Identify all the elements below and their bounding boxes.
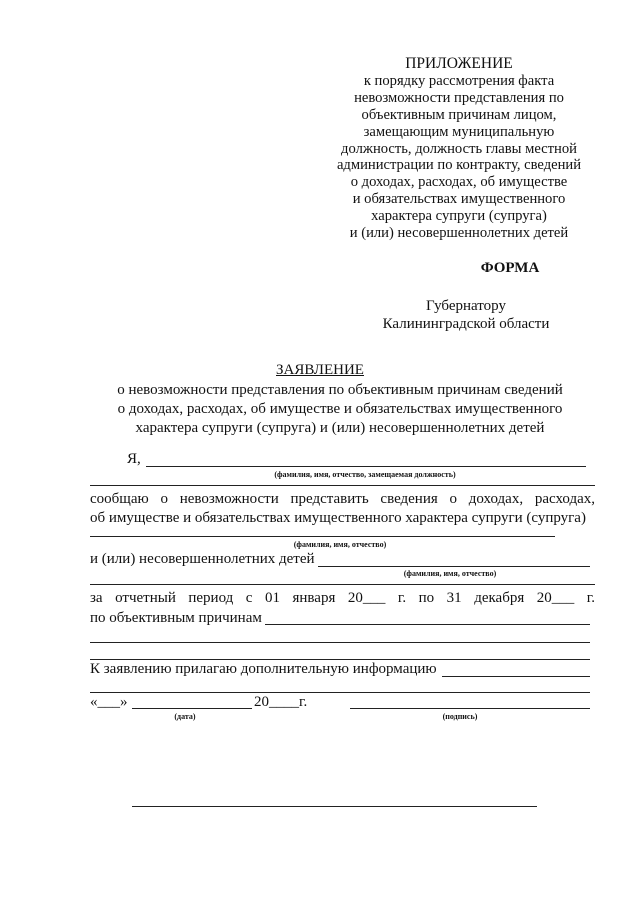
period-line: за отчетный период с 01 января 20___ г. по 31 декабря 20___ г. bbox=[90, 590, 595, 606]
form-label: ФОРМА bbox=[480, 260, 540, 276]
appendix-title: ПРИЛОЖЕНИЕ bbox=[405, 55, 513, 72]
ya-label: Я, bbox=[127, 451, 141, 467]
attach-field[interactable] bbox=[442, 676, 590, 677]
reasons-field-3[interactable] bbox=[90, 659, 590, 660]
date-day: «___» bbox=[90, 694, 128, 710]
appendix-line: характера супруги (супруга) bbox=[371, 208, 547, 225]
appendix-line: и (или) несовершеннолетних детей bbox=[349, 225, 569, 242]
addressee-line: Губернатору bbox=[426, 298, 506, 314]
appendix-line: должность, должность главы местной bbox=[341, 140, 577, 157]
date-month-field[interactable] bbox=[132, 708, 252, 709]
statement-title: ЗАЯВЛЕНИЕ bbox=[276, 362, 364, 378]
name-position-field[interactable] bbox=[146, 466, 586, 467]
appendix-header bbox=[318, 56, 600, 242]
reasons-field[interactable] bbox=[265, 624, 590, 625]
name-position-hint: (фамилия, имя, отчество, замещаемая должность) bbox=[274, 470, 456, 479]
appendix-line: объективным причинам лицом, bbox=[361, 106, 557, 123]
date-year: 20____г. bbox=[254, 694, 308, 710]
date-hint: (дата) bbox=[174, 712, 196, 721]
appendix-line: невозможности представления по bbox=[354, 89, 564, 106]
subject-line: о невозможности представления по объективным причинам сведений bbox=[117, 382, 563, 398]
subject-line: характера супруги (супруга) и (или) несовершеннолетних детей bbox=[135, 420, 545, 436]
addressee-line: Калининградской области bbox=[382, 316, 550, 332]
children-name-field[interactable] bbox=[318, 566, 590, 567]
report-line: сообщаю о невозможности представить сведения о доходах, расходах, bbox=[90, 491, 595, 507]
appendix-line: замещающим муниципальную bbox=[363, 123, 555, 140]
appendix-line: администрации по контракту, сведений bbox=[336, 157, 582, 174]
attach-label: К заявлению прилагаю дополнительную информацию bbox=[90, 661, 437, 677]
children-name-field-2[interactable] bbox=[90, 584, 595, 585]
reasons-label: по объективным причинам bbox=[90, 610, 262, 626]
reasons-field-2[interactable] bbox=[90, 642, 590, 643]
addressee bbox=[350, 297, 582, 333]
statement-subject bbox=[60, 381, 620, 438]
children-label: и (или) несовершеннолетних детей bbox=[90, 551, 315, 567]
subject-line: о доходах, расходах, об имуществе и обязательствах имущественного bbox=[117, 401, 563, 417]
appendix-line: о доходах, расходах, об имуществе bbox=[350, 174, 568, 191]
appendix-line: к порядку рассмотрения факта bbox=[363, 72, 555, 89]
children-name-hint: (фамилия, имя, отчество) bbox=[403, 569, 497, 578]
spouse-name-field[interactable] bbox=[90, 536, 555, 537]
signature-field[interactable] bbox=[350, 708, 590, 709]
footer-separator bbox=[132, 806, 537, 807]
spouse-name-hint: (фамилия, имя, отчество) bbox=[293, 540, 387, 549]
attach-field-2[interactable] bbox=[90, 692, 590, 693]
name-position-field-2[interactable] bbox=[90, 485, 595, 486]
report-line: об имуществе и обязательствах имущественного характера супруги (супруга) bbox=[90, 510, 586, 526]
appendix-line: и обязательствах имущественного bbox=[352, 191, 566, 208]
signature-hint: (подпись) bbox=[442, 712, 478, 721]
